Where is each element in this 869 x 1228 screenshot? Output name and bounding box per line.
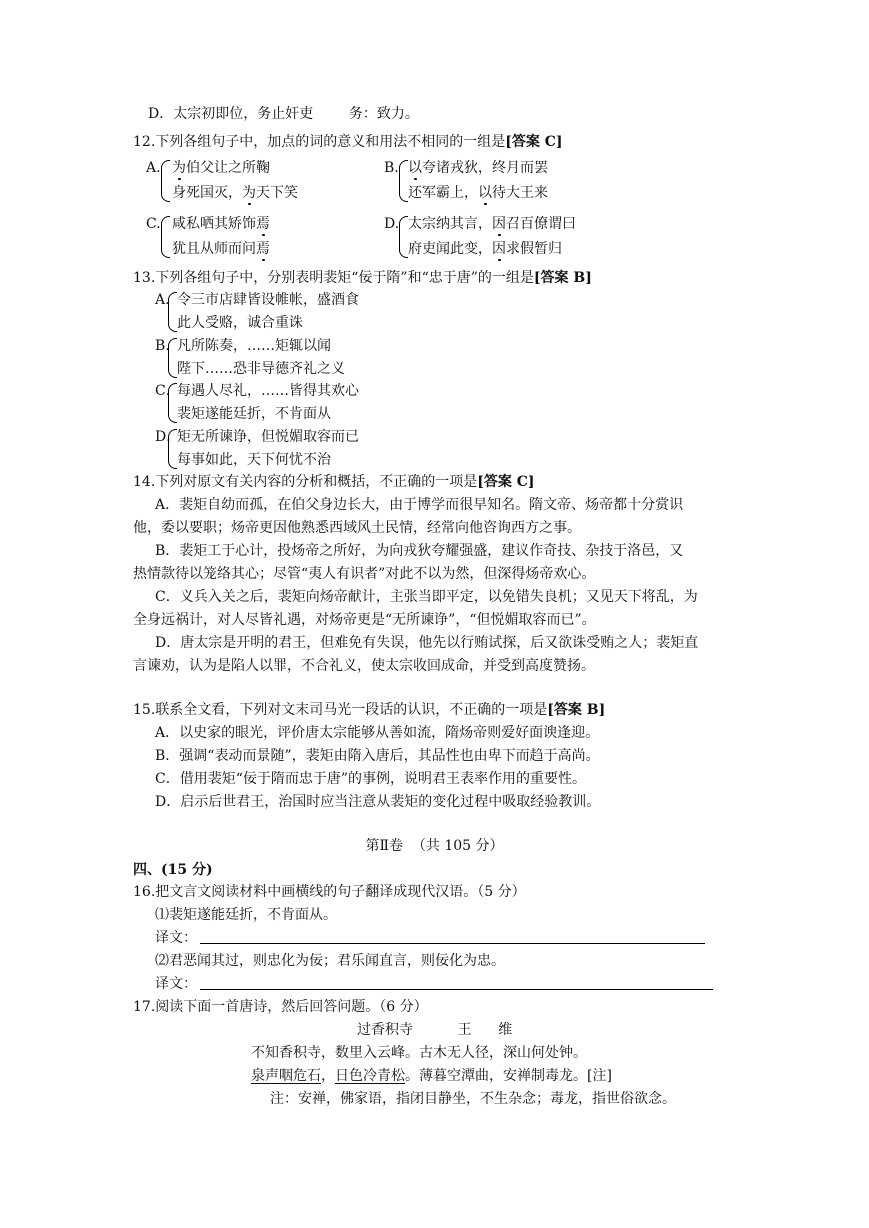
q12-a-label: A.	[146, 160, 161, 176]
q17-poem-title: 过香积寺 王 维	[357, 1022, 513, 1038]
q12-b-s2: 还军霸上，以待大王来	[408, 185, 548, 201]
q13-d-s2: 每事如此，天下何忧不治	[177, 452, 331, 468]
q12-b-brace	[399, 160, 408, 202]
section4-heading: 四、(15 分)	[133, 862, 213, 878]
q14-b-line1: B．裴矩工于心计，投炀帝之所好，为向戎狄夸耀强盛，建议作奇技、杂技于洛邑，又	[155, 543, 684, 559]
q14-c-line2: 全身远祸计，对人尽皆礼遇，对炀帝更是“无所谏诤”，“但悦媚取容而已”。	[133, 612, 596, 628]
q14-d-line1: D．唐太宗是开明的君王，但难免有失误，他先以行贿试探，后又欲诛受贿之人；裴矩直	[155, 635, 699, 651]
q12-a-s1: 为伯父让之所鞠	[172, 160, 270, 176]
q13-b-label: B.	[155, 338, 170, 354]
q16-item2: ⑵君恶闻其过，则忠化为佞；君乐闻直言，则佞化为忠。	[155, 953, 505, 969]
q13-d-brace	[168, 429, 177, 469]
q13-c-label: C．	[155, 383, 180, 399]
q15-option-b: B．强调“表动而景随”，裴矩由隋入唐后，其品性也由卑下而趋于高尚。	[155, 748, 600, 764]
q13-b-s2: 陛下……恐非导德齐礼之义	[177, 361, 345, 377]
q16-answer-line-1[interactable]	[200, 943, 705, 944]
q17-stem: 17.阅读下面一首唐诗，然后回答问题。（6 分）	[133, 999, 428, 1015]
q12-c-brace	[161, 216, 170, 258]
q13-d-label: D．	[155, 429, 181, 445]
q15-option-a: A．以史家的眼光，评价唐太宗能够从善如流，隋炀帝则爱好面谀逢迎。	[155, 725, 600, 741]
q15-answer: [答案 B]	[547, 702, 606, 718]
q12-c-s1: 咸私哂其矫饰焉	[172, 216, 270, 232]
q16-translate-label-1: 译文：	[155, 930, 197, 946]
q13-a-brace	[168, 292, 177, 332]
q12-d-s1: 太宗纳其言，因召百僚谓曰	[408, 216, 576, 232]
q12-d-brace	[399, 216, 408, 258]
q12-d-s2: 府吏闻此变，因求假暂归	[408, 241, 562, 257]
q14-b-line2: 热情款待以笼络其心；尽管“夷人有识者”对此不以为然，但深得炀帝欢心。	[133, 566, 596, 582]
q14-a-line1: A．裴矩自幼而孤，在伯父身边长大，由于博学而很早知名。隋文帝、炀帝都十分赏识	[155, 497, 684, 513]
q13-c-brace	[168, 383, 177, 423]
q13-c-s2: 裴矩遂能廷折，不肯面从	[177, 406, 331, 422]
q13-stem: 13.下列各组句子中，分别表明裴矩“佞于隋”和“忠于唐”的一组是[答案 B]	[133, 270, 592, 286]
q16-item1: ⑴裴矩遂能廷折，不肯面从。	[155, 907, 337, 923]
q17-poem-line1: 不知香积寺，数里入云峰。古木无人径，深山何处钟。	[251, 1045, 587, 1061]
q13-b-brace	[168, 338, 177, 378]
q12-c-label: C.	[146, 216, 161, 232]
q14-d-line2: 言谏劝，认为是陷人以罪，不合礼义，使太宗收回成命，并受到高度赞扬。	[133, 658, 595, 674]
q11-option-d: D．太宗初即位，务止奸吏 务：致力。	[148, 106, 419, 122]
q12-a-s2: 身死国灭，为天下笑	[172, 185, 298, 201]
q14-answer: [答案 C]	[477, 474, 535, 490]
q15-option-c: C．借用裴矩“佞于隋而忠于唐”的事例，说明君王表率作用的重要性。	[155, 771, 587, 787]
underlined-phrase-2: 日色冷青松	[335, 1068, 405, 1084]
q12-c-s2: 犹且从师而问焉	[172, 241, 270, 257]
q16-answer-line-2[interactable]	[200, 989, 713, 990]
q12-a-brace	[161, 160, 170, 202]
q16-stem: 16.把文言文阅读材料中画横线的句子翻译成现代汉语。（5 分）	[133, 884, 526, 900]
q13-c-s1: 每遇人尽礼，……皆得其欢心	[177, 383, 359, 399]
q12-d-label: D.	[384, 216, 400, 232]
q12-b-s1: 以夸诸戎狄，终月而罢	[408, 160, 548, 176]
q17-note: 注：安禅，佛家语，指闭目静坐，不生杂念；毒龙，指世俗欲念。	[270, 1091, 676, 1107]
q13-a-label: A.	[155, 292, 170, 308]
q12-answer: [答案 C]	[505, 134, 563, 150]
q13-a-s2: 此人受赂，诚合重诛	[177, 315, 303, 331]
q17-poem-line2: 泉声咽危石，日色冷青松。薄暮空潭曲，安禅制毒龙。[注]	[251, 1068, 612, 1084]
part2-title: 第Ⅱ卷 （共 105 分）	[365, 838, 504, 854]
q16-translate-label-2: 译文：	[155, 976, 197, 992]
q13-b-s1: 凡所陈奏，……矩辄以闻	[177, 338, 331, 354]
q12-b-label: B.	[384, 160, 399, 176]
q12-stem: 12.下列各组句子中，加点的词的意义和用法不相同的一组是[答案 C]	[133, 134, 563, 150]
q14-c-line1: C．义兵入关之后，裴矩向炀帝献计，主张当即平定，以免错失良机；又见天下将乱，为	[155, 589, 698, 605]
q13-answer: [答案 B]	[533, 270, 592, 286]
underlined-phrase-1: 泉声咽危石	[251, 1068, 321, 1084]
q13-d-s1: 矩无所谏诤，但悦媚取容而已	[177, 429, 359, 445]
q14-a-line2: 他，委以要职；炀帝更因他熟悉西域风土民情，经常向他咨询西方之事。	[133, 520, 581, 536]
q15-option-d: D．启示后世君王，治国时应当注意从裴矩的变化过程中吸取经验教训。	[155, 794, 601, 810]
q14-stem: 14.下列对原文有关内容的分析和概括，不正确的一项是[答案 C]	[133, 474, 535, 490]
q13-a-s1: 令三市店肆皆设帷帐，盛酒食	[177, 292, 359, 308]
q15-stem: 15.联系全文看，下列对文末司马光一段话的认识，不正确的一项是[答案 B]	[133, 702, 606, 718]
